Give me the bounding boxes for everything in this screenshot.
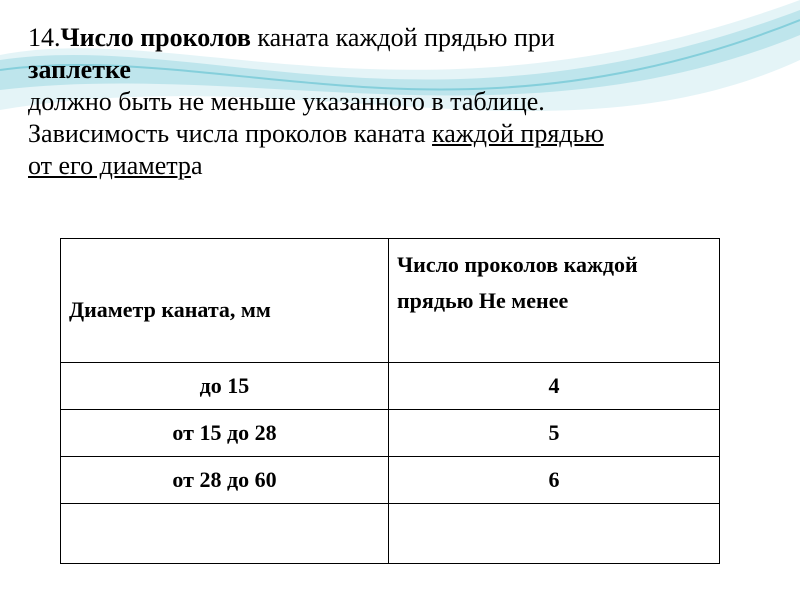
- table-row: [61, 457, 720, 504]
- cell-piercings: 6: [389, 457, 720, 504]
- text-line-3: должно быть не меньше указанного в таблице.: [28, 87, 545, 116]
- header-piercings: Число проколов каждой прядью Не менее: [389, 239, 720, 363]
- cell-diameter: до 15: [61, 363, 389, 410]
- table-row-empty: [61, 504, 720, 564]
- piercing-count-table: [60, 238, 720, 564]
- line5-underlined: от его диаметр: [28, 151, 191, 180]
- cell-diameter: от 15 до 28: [61, 410, 389, 457]
- text-line-5: [28, 150, 748, 182]
- header-diameter: Диаметр каната, мм: [61, 239, 389, 363]
- line4-plain: Зависимость числа проколов каната: [28, 119, 433, 148]
- line4-underlined: каждой прядью: [432, 119, 604, 148]
- table-row: [61, 363, 720, 410]
- text-line-2: заплетке: [28, 55, 131, 84]
- cell-piercings: [389, 504, 720, 564]
- line5-tail: а: [190, 151, 203, 180]
- text-line-4: [28, 118, 748, 150]
- text-line-1: [28, 22, 748, 54]
- table-row: [61, 410, 720, 457]
- slide-body-text: [28, 22, 748, 182]
- cell-piercings: 4: [389, 363, 720, 410]
- cell-diameter: [61, 504, 389, 564]
- cell-piercings: 5: [389, 410, 720, 457]
- cell-diameter: от 28 до 60: [61, 457, 389, 504]
- bold-lead: Число проколов: [60, 23, 251, 52]
- line1-rest: каната каждой прядью при: [250, 23, 555, 52]
- item-number: 14.: [28, 23, 61, 52]
- table-header-row: [61, 239, 720, 363]
